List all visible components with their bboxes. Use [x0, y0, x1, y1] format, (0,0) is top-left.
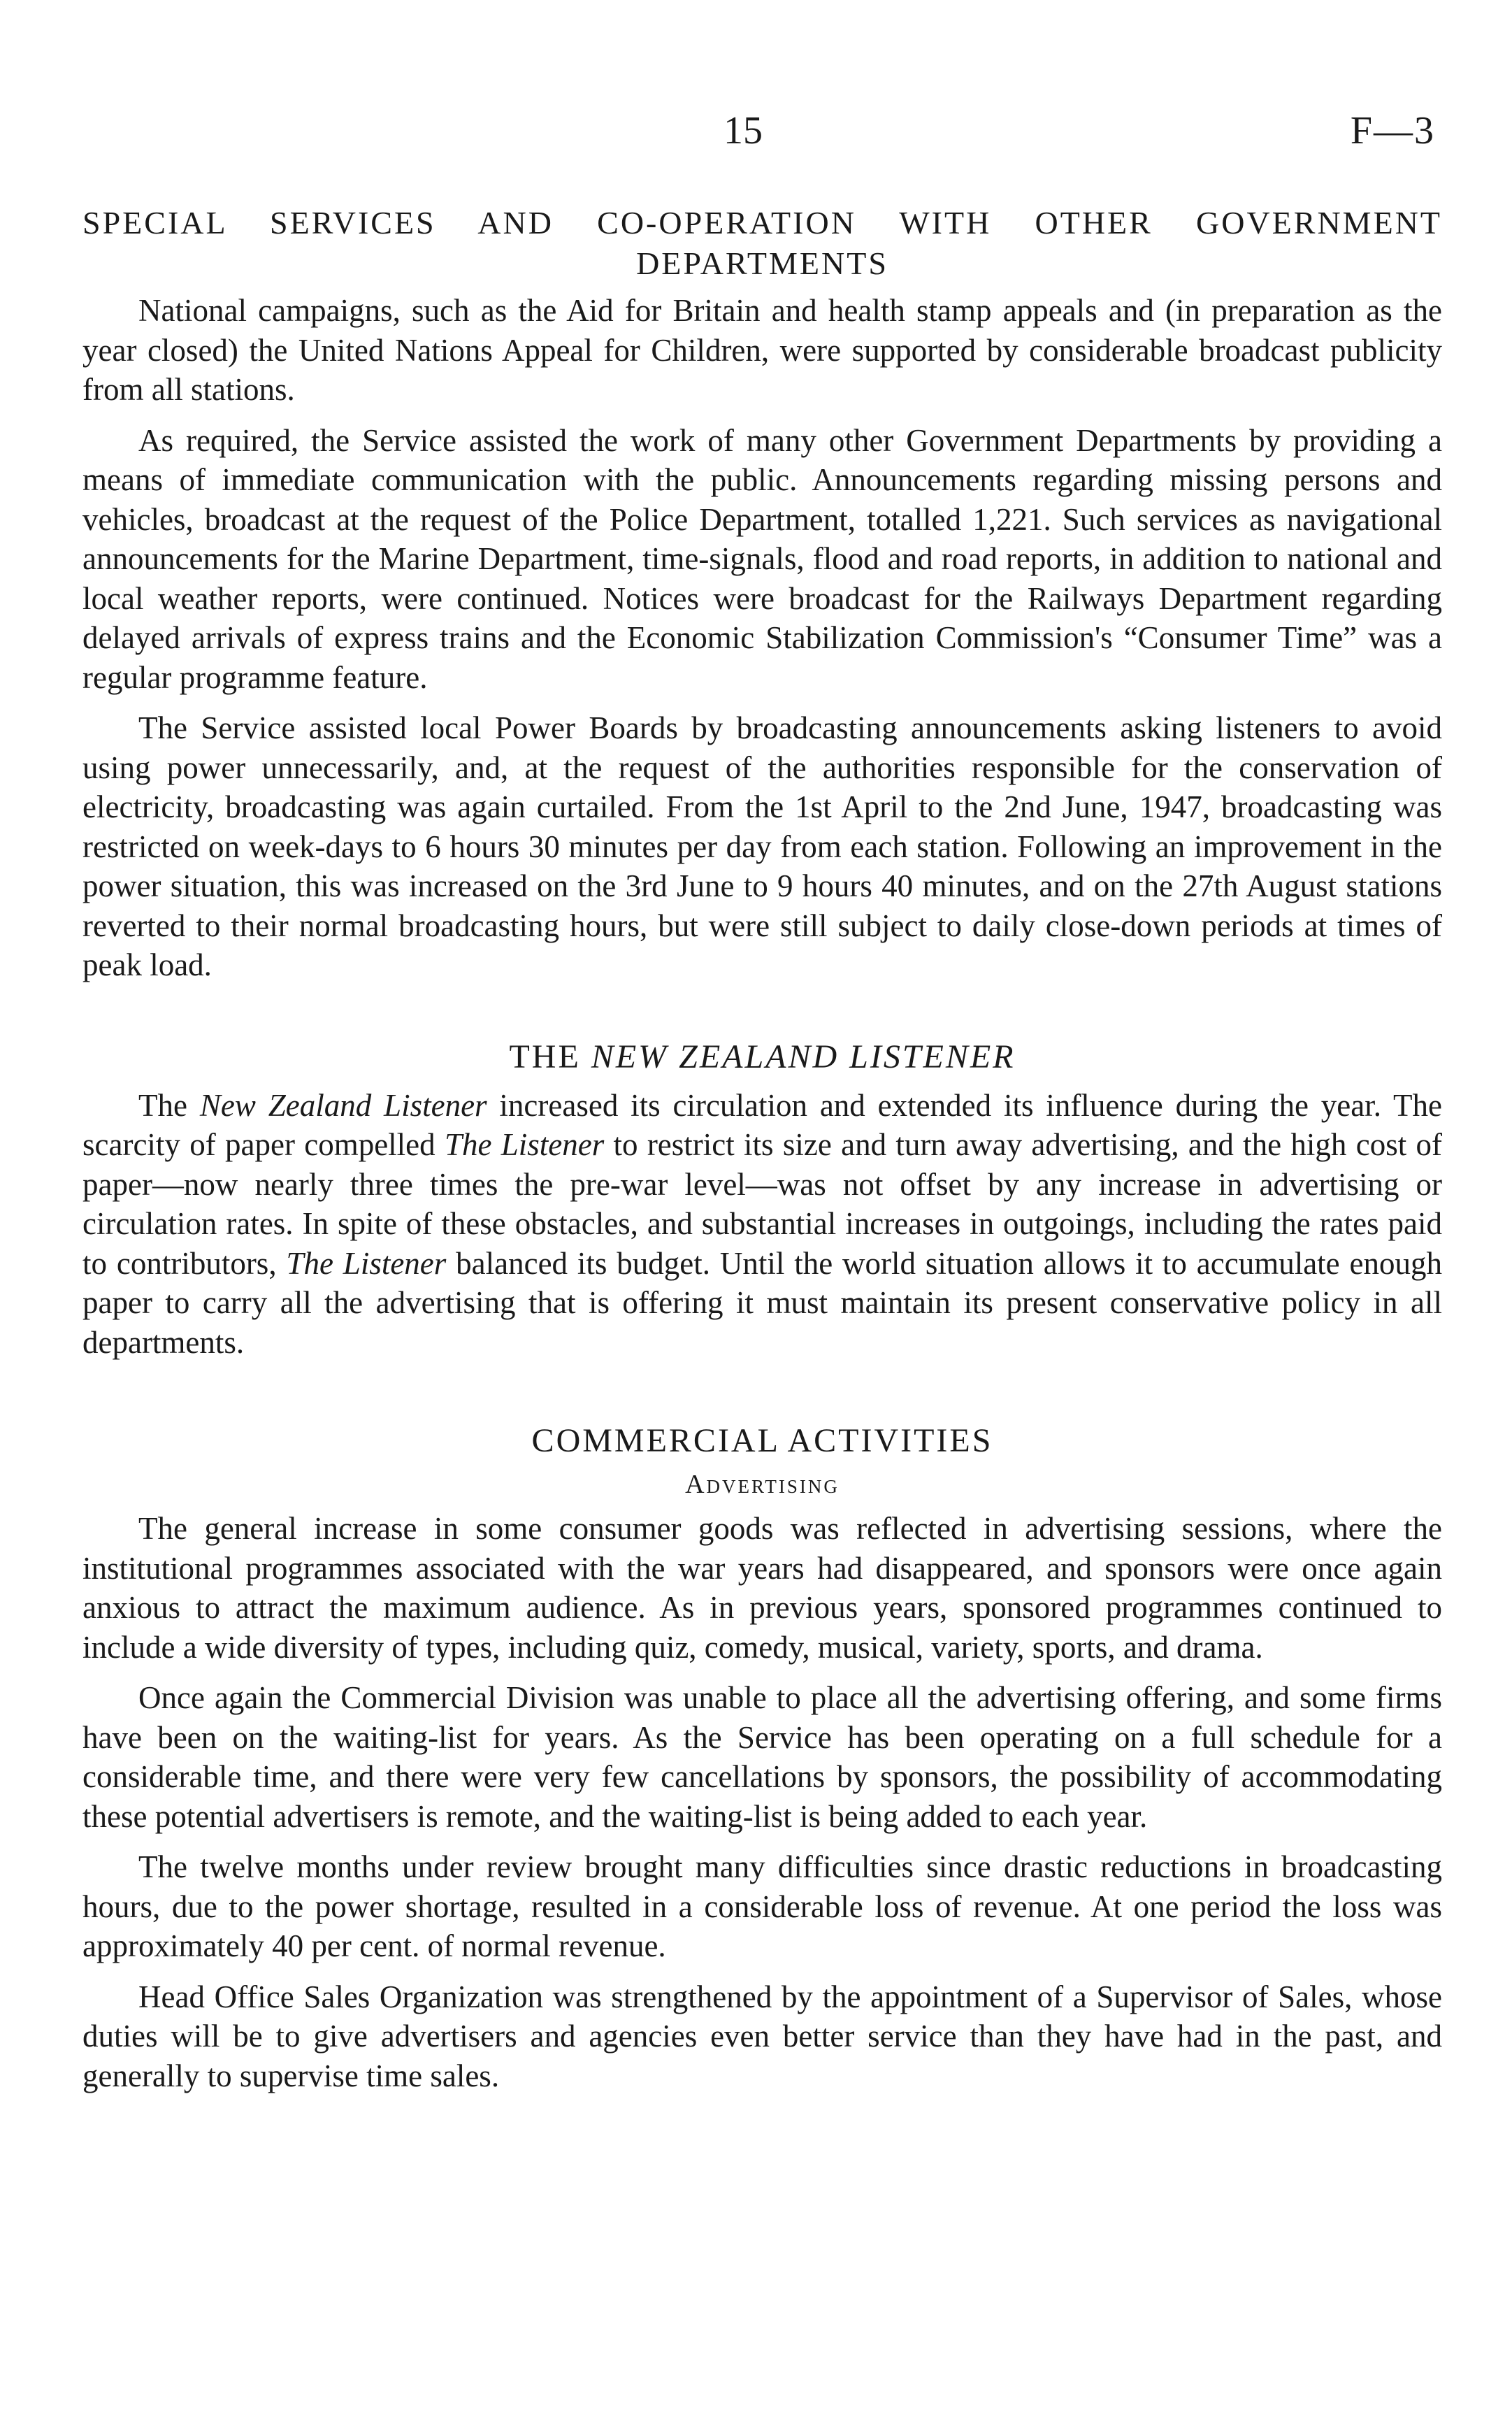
paragraph: The twelve months under review brought many difficulties since drastic reductions in broadcasting hours, due to the power shortage, resulted in a considerable loss of revenue. At one period the loss was approximately 40 per cent. of normal revenue. [82, 1849, 1442, 1963]
page-header [0, 108, 1512, 164]
paragraph: The New Zealand Listener increased its circulation and extended its influence during the year. The scarcity of paper compelled The Listener to restrict its size and turn away advertising, and the high cost of paper—now nearly three times the pre-war level—was not offset by any increase in advertising or circulation rates. In spite of these obstacles, and substantial increases in outgoings, including the rates paid to contributors, The Listener balanced its budget. Until the world situation allows it to accumulate enough paper to carry all the advertising that is offering it must maintain its present conservative policy in all departments. [82, 1087, 1442, 1360]
paragraph: The Service assisted local Power Boards by broadcasting announcements asking listeners to avoid using power unnecessarily, and, at the request of the authorities responsible for the conservation of electricity, broadcasting was again curtailed. From the 1st April to the 2nd June, 1947, broadcasting was restricted on week-days to 6 hours 30 minutes per day from each station. Following an improvement in the power situation, this was increased on the 3rd June to 9 hours 40 minutes, and on the 27th August stations reverted to their normal broadcasting hours, but were still subject to daily close-down periods at times of peak load. [82, 710, 1442, 982]
section-title-commercial-activities: COMMERCIAL ACTIVITIES [531, 1422, 993, 1459]
section-special-services [82, 203, 1442, 985]
section-title-nz-listener: THE NEW ZEALAND LISTENER [509, 1038, 1016, 1075]
document-reference: F—3 [1350, 109, 1435, 152]
section-nz-listener [82, 1037, 1442, 1363]
section-title-special-services: SPECIAL SERVICES AND CO-OPERATION WITH OTHER GOVERNMENT [82, 205, 1442, 241]
subsection-title-advertising: Advertising [685, 1470, 840, 1499]
paragraph: Head Office Sales Organization was strengthened by the appointment of a Supervisor of Sales, whose duties will be to give advertisers and agencies even better service than they have had in the past, and generally to supervise time sales. [82, 1979, 1442, 2093]
section-commercial-activities [82, 1421, 1442, 2095]
paragraph: The general increase in some consumer goods was reflected in advertising sessions, where the institutional programmes associated with the war years had disappeared, and sponsors were once again anxious to attract the maximum audience. As in previous years, sponsored programmes continued to include a wide diversity of types, including quiz, comedy, musical, variety, sports, and drama. [82, 1511, 1442, 1665]
page-content [82, 203, 1442, 2095]
paragraph: As required, the Service assisted the work of many other Government Departments by providing a means of immediate communication with the public. Announcements regarding missing persons and vehicles, broadcast at the request of the Police Department, totalled 1,221. Such services as navigational announcements for the Marine Department, time-signals, flood and road reports, in addition to national and local weather reports, were continued. Notices were broadcast for the Railways Department regarding delayed arrivals of express trains and the Economic Stabilization Commission's “Consumer Time” was a regular programme feature. [82, 422, 1442, 695]
paragraph: Once again the Commercial Division was unable to place all the advertising offering, and some firms have been on the waiting-list for years. As the Service has been operating on a full schedule for a considerable time, and there were very few cancellations by sponsors, the possibility of accommodating these potential advertisers is remote, and the waiting-list is being added to each year. [82, 1680, 1442, 1834]
section-title-special-services-line2: DEPARTMENTS [636, 245, 888, 281]
paragraph: National campaigns, such as the Aid for Britain and health stamp appeals and (in preparation as the year closed) the United Nations Appeal for Children, were supported by considerable broadcast publicity from all stations. [82, 293, 1442, 407]
page-number: 15 [723, 109, 763, 152]
